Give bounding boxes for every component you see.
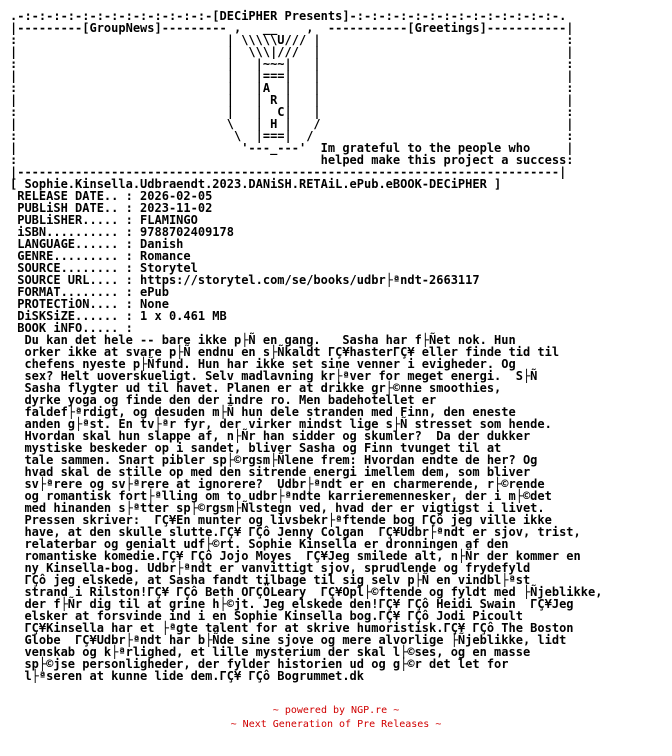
nfo-line: Globe ΓÇ¥Udbr├ªndt har b├Ñde sine sjove og mere alvorlige ├Ñjeblikke, lidt (10, 633, 567, 647)
nfo-line: anden g├ªst. En tv├ªr fyr, der virker mindst lige s├Ñ stresset som hende. (10, 417, 552, 431)
nfo-line: relaterbar og genialt udf├©rt. Sophie Kinsella er dronningen af den (10, 537, 509, 551)
nfo-line: sp├©jse personligheder, der fylder historien ud og g├©r det let for (10, 657, 509, 671)
nfo-line: mystiske beskeder op i sandet, bliver Sasha og Finn tvunget til at (10, 441, 502, 455)
nfo-line: ny Kinsella-bog. Udbr├ªndt er vanvittigt sjov, sprudlende og frydefyld (10, 561, 531, 575)
nfo-line: sv├ªrere og sv├ªrere at ignorere? Udbr├ªndt er en charmerende, r├©rende (10, 477, 545, 491)
nfo-line: SOURCE........ : Storytel (10, 261, 198, 275)
nfo-line: Hvordan skal hun slappe af, n├Ñr han sidder og skumler? Da der dukker (10, 429, 531, 443)
nfo-line: Sasha flygter ud til havet. Planen er at drikke gr├©nne smoothies, (10, 381, 502, 395)
nfo-line: | '---_---' Im grateful to the people who | (10, 141, 574, 155)
nfo-line: PUBLiSH DATE.. : 2023-11-02 (10, 201, 213, 215)
nfo-line: : | \\\\\U/// | : (10, 33, 574, 47)
nfo-line: faldef├ªrdigt, og desuden m├Ñ hun dele stranden med Finn, den eneste (10, 405, 516, 419)
nfo-line: BOOK iNFO..... : (10, 321, 133, 335)
nfo-line: l├ªseren at kunne lide dem.ΓÇ¥ ΓÇô Bogrummet.dk (10, 669, 365, 683)
footer-powered-by: ~ powered by NGP.re ~ (272, 705, 400, 716)
nfo-line: : | | C| | : (10, 105, 574, 119)
nfo-line: ΓÇô jeg elskede, at Sasha fandt tilbage til sig selv p├Ñ en vindbl├ªst (10, 573, 531, 587)
nfo-document (10, 10, 602, 682)
nfo-line: | | |===| | | (10, 69, 574, 83)
nfo-line: romantiske komedie.ΓÇ¥ ΓÇô Jojo Moyes ΓÇ¥Jeg smilede alt, n├Ñr der kommer en (10, 549, 581, 563)
nfo-line: have, at den skulle slutte.ΓÇ¥ ΓÇô Jenny Colgan ΓÇ¥Udbr├ªndt er sjov, trist, (10, 525, 581, 539)
nfo-line: | | | R | | | (10, 93, 574, 107)
nfo-line: : helped make this project a success: (10, 153, 574, 167)
nfo-line: LANGUAGE...... : Danish (10, 237, 184, 251)
nfo-line: [ Sophie.Kinsella.Udbraendt.2023.DANiSH.RETAiL.ePub.eBOOK-DECiPHER ] (10, 177, 502, 191)
nfo-line: |---------------------------------------------------------------------------| (10, 165, 567, 179)
nfo-line: med hinanden s├ªtter sp├©rgsm├Ñlstegn ved, hvad der er vigtigst i livet. (10, 501, 545, 515)
nfo-line: GENRE......... : Romance (10, 249, 191, 263)
nfo-line: SOURCE URL.... : https://storytel.com/se/books/udbr├ªndt-2663117 (10, 273, 480, 287)
nfo-line: elsker at forsvinde ind i en Sophie Kinsella bog.ΓÇ¥ ΓÇô Jodi Picoult (10, 609, 523, 623)
nfo-line: |---------[GroupNews]--------- , __ , -----------[Greetings]-----------| (10, 21, 574, 35)
nfo-line: iSBN.......... : 9788702409178 (10, 225, 234, 239)
nfo-line: FORMAT........ : ePub (10, 285, 169, 299)
nfo-line: dyrke yoga og finde den der indre ro. Men badehotellet er (10, 393, 437, 407)
nfo-line: : | |~~~| | : (10, 57, 574, 71)
nfo-line: tale sammen. Snart pibler sp├©rgsm├Ñlene frem: Hvordan endte de her? Og (10, 453, 538, 467)
nfo-line: RELEASE DATE.. : 2026-02-05 (10, 189, 213, 203)
nfo-line: der f├Ñr dig til at grine h├©jt. Jeg elskede den!ΓÇ¥ ΓÇô Heidi Swain ΓÇ¥Jeg (10, 597, 574, 611)
nfo-line: : \ |===| / : (10, 129, 574, 143)
nfo-line: PUBLiSHER..... : FLAMINGO (10, 213, 198, 227)
nfo-line: ΓÇ¥Kinsella har et ├ªgte talent for at skrive humoristisk.ΓÇ¥ ΓÇô The Boston (10, 621, 574, 635)
nfo-line: venskab og k├ªrlighed, et lille mysterium der skal l├©ses, og en masse (10, 645, 531, 659)
nfo-line: PROTECTiON.... : None (10, 297, 169, 311)
nfo-line: | | \\\|/// | | (10, 45, 574, 59)
nfo-line: | \ | H | / | (10, 117, 574, 131)
nfo-line: Pressen skriver: ΓÇ¥En munter og livsbekr├ªftende bog ΓÇô jeg ville ikke (10, 513, 552, 527)
footer-tagline: ~ Next Generation of Pre Releases ~ (230, 719, 442, 730)
nfo-line: strand i Rilston!ΓÇ¥ ΓÇô Beth OΓÇÖLeary ΓÇ¥Opl├©ftende og fyldt med ├Ñjeblikke, (10, 585, 603, 599)
nfo-line: : | |A | | : (10, 81, 574, 95)
nfo-line: chefens nyeste p├Ñfund. Hun har ikke set sine venner i evigheder. Og (10, 357, 516, 371)
nfo-line: og romantisk fort├ªlling om to udbr├ªndte karrieremennesker, der i m├©det (10, 489, 552, 503)
nfo-line: DiSKSiZE...... : 1 x 0.461 MB (10, 309, 227, 323)
nfo-line: Du kan det hele -- bare ikke p├Ñ en gang. Sasha har f├Ñet nok. Hun (10, 333, 516, 347)
nfo-line: .-:-:-:-:-:-:-:-:-:-:-:-:-:-[DECiPHER Presents]-:-:-:-:-:-:-:-:-:-:-:-:-:-:-. (10, 9, 567, 23)
nfo-line: sex? Helt uoverskueligt. Selv madlavning kr├ªver for meget energi. S├Ñ (10, 369, 538, 383)
nfo-line: orker ikke at svare p├Ñ endnu en s├Ñkaldt ΓÇ¥hasterΓÇ¥ eller finde tid til (10, 345, 560, 359)
nfo-line: hvad skal de stille op med den sitrende energi imellem dem, som bliver (10, 465, 531, 479)
